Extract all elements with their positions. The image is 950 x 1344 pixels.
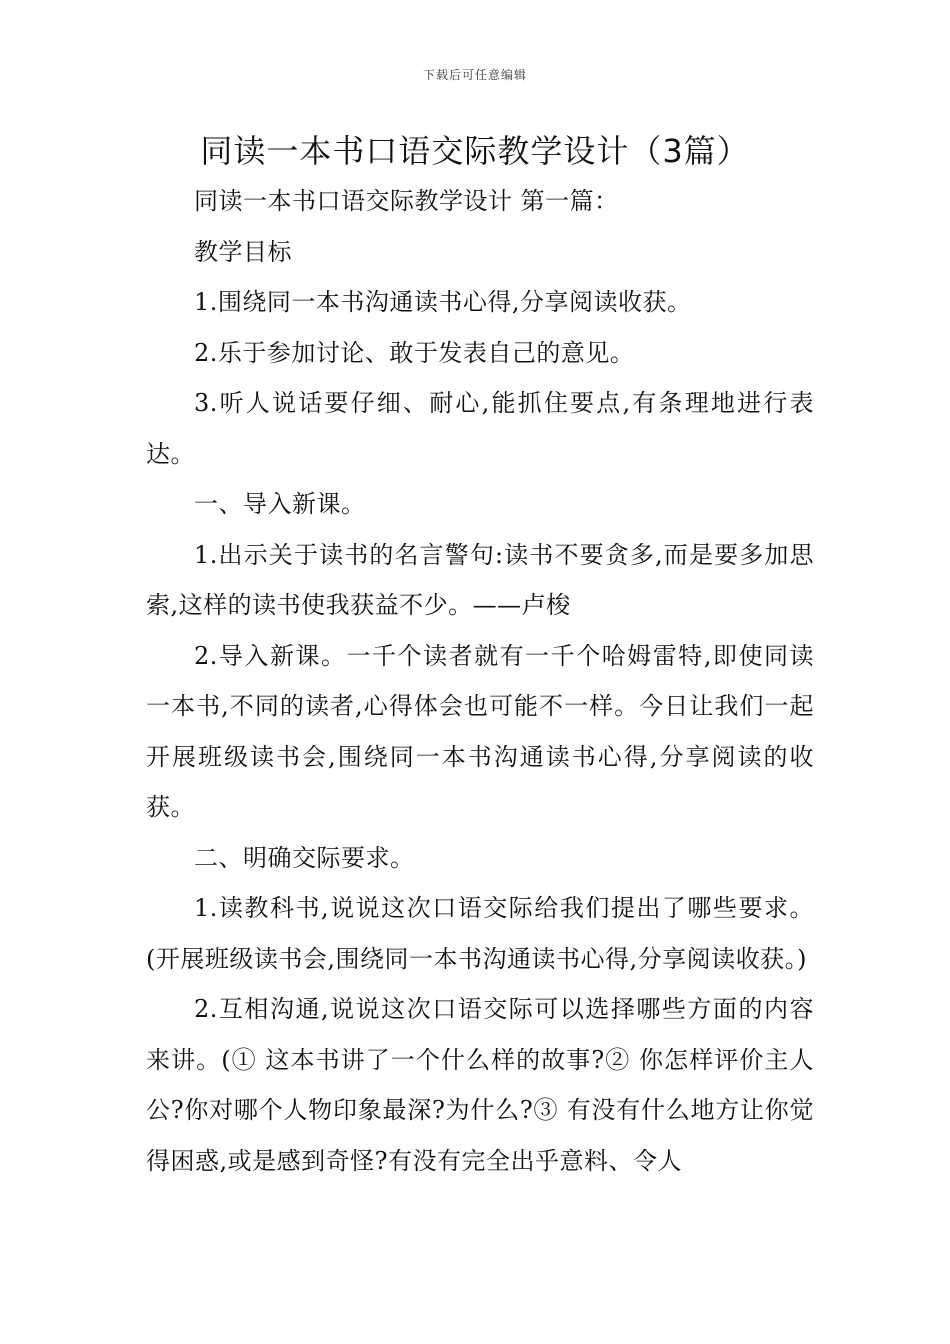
paragraph-part-1-heading: 一、导入新课。: [194, 490, 366, 518]
paragraph-goal-3: 3.听人说话要仔细、耐心,能抓住要点,有条理地进行表达。: [146, 389, 814, 468]
paragraph-section-heading: 同读一本书口语交际教学设计 第一篇：: [194, 187, 619, 215]
document-body: [146, 176, 814, 1186]
paragraph-part-1-item-1: 1.出示关于读书的名言警句:读书不要贪多,而是要多加思索,这样的读书使我获益不少。——卢梭: [146, 540, 814, 619]
paragraph-part-1-item-2: 2.导入新课。一千个读者就有一千个哈姆雷特,即使同读一本书,不同的读者,心得体会也可能不一样。今日让我们一起开展班级读书会,围绕同一本书沟通读书心得,分享阅读的收获。: [146, 641, 814, 821]
paragraph-part-2-heading: 二、明确交际要求。: [194, 843, 415, 872]
paragraph-goals-heading: 教学目标: [194, 237, 292, 266]
header-note: 下载后可任意编辑: [422, 68, 527, 82]
paragraph-goal-1: 1.围绕同一本书沟通读书心得,分享阅读收获。: [194, 288, 692, 316]
paragraph-part-2-item-1: 1.读教科书,说说这次口语交际给我们提出了哪些要求。(开展班级读书会,围绕同一本书沟通读书心得,分享阅读收获。): [146, 894, 814, 973]
paragraph-goal-2: 2.乐于参加讨论、敢于发表自己的意见。: [194, 338, 635, 367]
paragraph-part-2-item-2: 2.互相沟通,说说这次口语交际可以选择哪些方面的内容来讲。(① 这本书讲了一个什么样的故事?② 你怎样评价主人公?你对哪个人物印象最深?为什么?③ 有没有什么地方让你觉得困惑,或是感到奇怪?有没有完全出乎意料、令人: [146, 995, 814, 1175]
document-title: 同读一本书口语交际教学设计（3篇）: [200, 132, 750, 170]
